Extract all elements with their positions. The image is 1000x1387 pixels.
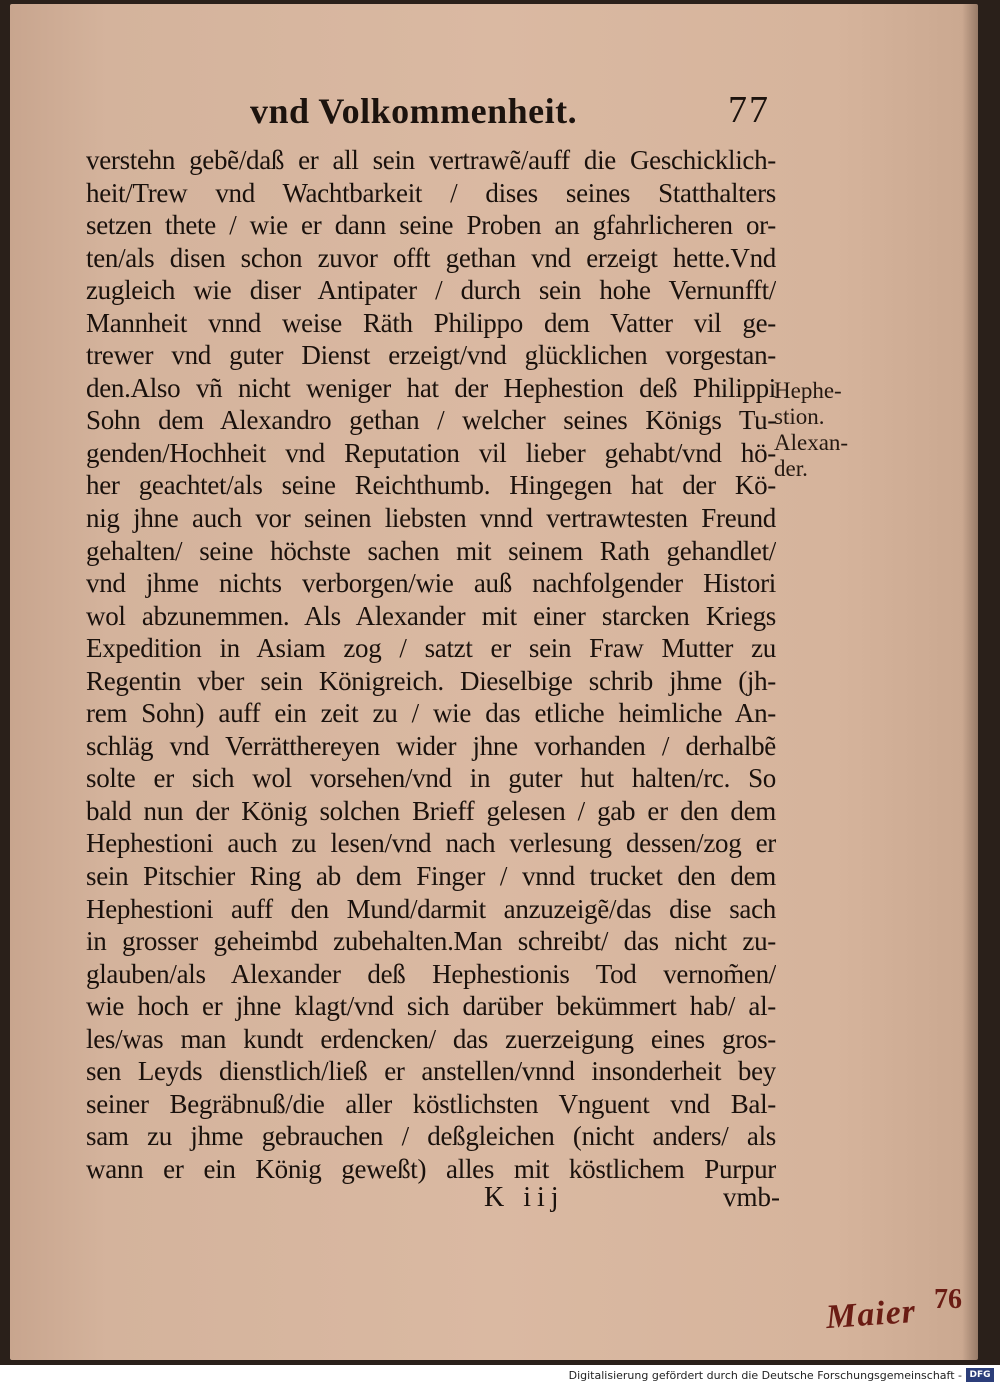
signature-mark: K iij	[484, 1182, 565, 1213]
running-head	[250, 90, 770, 136]
text-line: glauben/als Alexander deß Hephestionis Tod vernom̃en/	[86, 958, 776, 989]
text-line: seiner Begräbnuß/die aller köstlichsten Vnguent vnd Bal-	[86, 1088, 776, 1119]
signature-line	[92, 1182, 780, 1216]
page-edge-shadow	[962, 4, 978, 1360]
text-line: gehalten/ seine höchste sachen mit seinem Rath gehandlet/	[86, 535, 776, 566]
text-line: les/was man kundt erdencken/ das zuerzeigung eines gros-	[86, 1023, 776, 1054]
text-line: sam zu jhme gebrauchen / deßgleichen (nicht anders/ als	[86, 1121, 776, 1152]
margin-note	[774, 378, 864, 482]
text-line: nig jhne auch vor seinen liebsten vnnd vertrawtesten Freund	[86, 503, 776, 534]
text-line: den.Also vñ nicht weniger hat der Hephestion deß Philippi	[86, 372, 776, 403]
margin-note-line: Hephe-	[774, 378, 842, 403]
text-line: genden/Hochheit vnd Reputation vil lieber gehabt/vnd hö-	[86, 437, 776, 468]
footer	[0, 1365, 1000, 1387]
text-line: heit/Trew vnd Wachtbarkeit / dises seines Statthalters	[86, 177, 776, 208]
running-head-title: vnd Volkommenheit.	[250, 91, 578, 131]
text-line: Expedition in Asiam zog / satzt er sein Fraw Mutter zu	[86, 633, 776, 664]
footer-text: Digitalisierung gefördert durch die Deutsche Forschungsgemeinschaft -	[568, 1369, 962, 1382]
text-line: trewer vnd guter Dienst erzeigt/vnd glücklichen vorgestan-	[86, 340, 776, 371]
text-line: zugleich wie diser Antipater / durch sein hohe Vernunfft/	[86, 275, 776, 306]
text-line: wol abzunemmen. Als Alexander mit einer starcken Kriegs	[86, 600, 776, 631]
text-line: sein Pitschier Ring ab dem Finger / vnnd trucket den dem	[86, 861, 776, 892]
margin-note-line: der.	[774, 456, 808, 481]
body-text	[86, 144, 776, 1186]
text-line: Regentin vber sein Königreich. Dieselbige schrib jhme (jh-	[86, 665, 776, 696]
margin-note-line: Alexan-	[774, 430, 849, 455]
text-line: rem Sohn) auff ein zeit zu / wie das etliche heimliche An-	[86, 698, 776, 729]
text-line: ten/als disen schon zuvor offt gethan vnd erzeigt hette.Vnd	[86, 242, 776, 273]
library-stamp	[822, 1284, 982, 1342]
text-line: her geachtet/als seine Reichthumb. Hingegen hat der Kö-	[86, 470, 776, 501]
book-page	[10, 4, 978, 1360]
stamp-text: Maier	[824, 1292, 918, 1337]
text-line: solte er sich wol vorsehen/vnd in guter hut halten/rc. So	[86, 763, 776, 794]
text-line: schläg vnd Verrätthereyen wider jhne vorhanden / derhalbẽ	[86, 730, 776, 761]
text-line: bald nun der König solchen Brieff gelesen / gab er den dem	[86, 795, 776, 826]
text-line: wie hoch er jhne klagt/vnd sich darüber bekümmert hab/ al-	[86, 991, 776, 1022]
text-line: sen Leyds dienstlich/ließ er anstellen/vnnd insonderheit bey	[86, 1056, 776, 1087]
text-line: Hephestioni auch zu lesen/vnd nach verlesung dessen/zog er	[86, 828, 776, 859]
text-line: Mannheit vnnd weise Räth Philippo dem Vatter vil ge-	[86, 307, 776, 338]
margin-note-line: stion.	[774, 404, 825, 429]
text-line: vnd jhme nichts verborgen/wie auß nachfolgender Histori	[86, 568, 776, 599]
page-number: 77	[728, 89, 770, 131]
text-line: setzen thete / wie er dann seine Proben an gfahrlicheren or-	[86, 210, 776, 241]
stamp-number: 76	[934, 1284, 962, 1315]
text-line: in grosser geheimbd zubehalten.Man schreibt/ das nicht zu-	[86, 926, 776, 957]
catchword: vmb-	[723, 1182, 780, 1212]
text-line: Sohn dem Alexandro gethan / welcher seines Königs Tu-	[86, 405, 776, 436]
text-line: Hephestioni auff den Mund/darmit anzuzeigẽ/das dise sach	[86, 893, 776, 924]
dfg-logo: DFG	[966, 1368, 994, 1382]
text-line: verstehn gebẽ/daß er all sein vertrawẽ/auff die Geschicklich-	[86, 145, 776, 175]
text-line: wann er ein König geweßt) alles mit köstlichem Purpur	[86, 1153, 776, 1184]
